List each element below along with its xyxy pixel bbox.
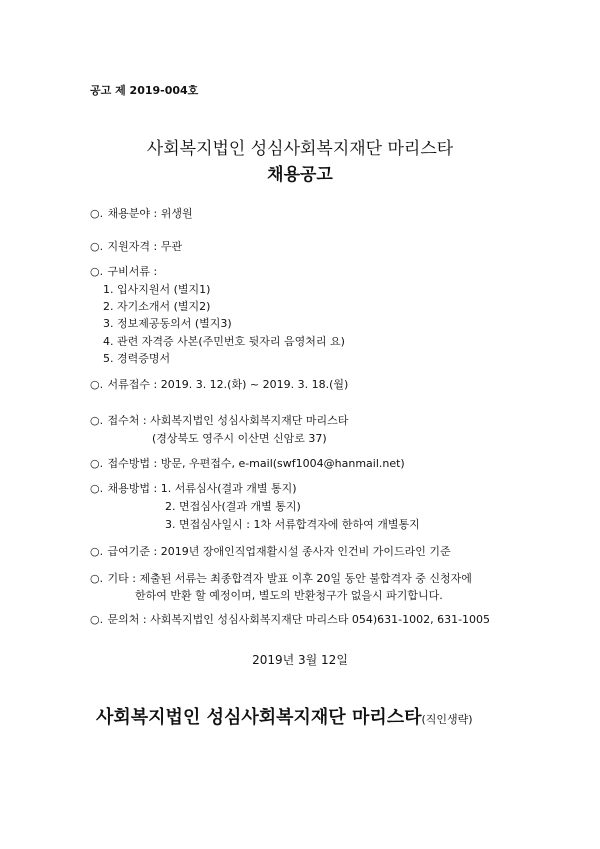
- seal-note: (직인생략): [421, 713, 473, 726]
- hiring-step: 2. 면접심사(결과 개별 통지): [165, 500, 301, 513]
- item-hiring-method-text: 채용방법 : 1. 서류심사(결과 개별 통지): [107, 482, 297, 495]
- item-documents-heading-text: 구비서류 :: [107, 265, 158, 278]
- bullet-mark: ○.: [90, 482, 104, 495]
- item-reception-period: [90, 376, 348, 392]
- item-etc-continued: 한하여 반환 할 예정이며, 별도의 반환청구가 없을시 파기합니다.: [135, 589, 443, 602]
- item-field: [90, 205, 193, 221]
- bullet-mark: ○.: [90, 207, 104, 220]
- bullet-mark: ○.: [90, 572, 104, 585]
- item-reception-method: [90, 455, 405, 471]
- title-organization: 사회복지법인 성심사회복지재단 마리스타: [146, 139, 454, 159]
- item-etc: [90, 570, 472, 586]
- title-recruitment: 채용공고: [267, 165, 333, 185]
- item-reception-period-text: 서류접수 : 2019. 3. 12.(화) ~ 2019. 3. 18.(월): [107, 378, 349, 391]
- notice-date: 2019년 3월 12일: [252, 653, 348, 667]
- document-item: 2. 자기소개서 (별지2): [103, 300, 211, 313]
- item-salary: [90, 543, 451, 559]
- document-item: 1. 입사지원서 (별지1): [103, 283, 211, 296]
- bullet-mark: ○.: [90, 457, 104, 470]
- item-contact: [90, 611, 490, 627]
- item-qualification: [90, 238, 182, 254]
- bullet-mark: ○.: [90, 613, 104, 626]
- item-documents-heading: [90, 263, 157, 279]
- item-salary-text: 급여기준 : 2019년 장애인직업재활시설 종사자 인건비 가이드라인 기준: [107, 545, 451, 558]
- item-etc-text: 기타 : 제출된 서류는 최종합격자 발표 이후 20일 동안 불합격자 중 신청자에: [107, 572, 472, 585]
- item-hiring-method: [90, 480, 297, 496]
- signature-organization: 사회복지법인 성심사회복지재단 마리스타: [96, 707, 422, 728]
- bullet-mark: ○.: [90, 240, 104, 253]
- bullet-mark: ○.: [90, 414, 104, 427]
- item-reception-place: [90, 412, 348, 428]
- bullet-mark: ○.: [90, 545, 104, 558]
- bullet-mark: ○.: [90, 378, 104, 391]
- notice-number: 공고 제 2019-004호: [90, 84, 199, 97]
- hiring-step: 3. 면접심사일시 : 1차 서류합격자에 한하여 개별통지: [165, 518, 420, 531]
- document-item: 5. 경력증명서: [103, 352, 171, 365]
- item-reception-place-text: 접수처 : 사회복지법인 성심사회복지재단 마리스타: [107, 414, 349, 427]
- item-field-text: 채용분야 : 위생원: [107, 207, 193, 220]
- signature: [96, 703, 473, 729]
- item-contact-text: 문의처 : 사회복지법인 성심사회복지재단 마리스타 054)631-1002, 631-1005: [107, 613, 491, 626]
- bullet-mark: ○.: [90, 265, 104, 278]
- item-reception-method-text: 접수방법 : 방문, 우편접수, e-mail(swf1004@hanmail.net): [107, 457, 405, 470]
- reception-address: (경상북도 영주시 이산면 신암로 37): [152, 432, 327, 445]
- document-item: 4. 관련 자격증 사본(주민번호 뒷자리 음영처리 요): [103, 335, 345, 348]
- document-item: 3. 정보제공동의서 (별지3): [103, 317, 232, 330]
- item-qualification-text: 지원자격 : 무관: [107, 240, 182, 253]
